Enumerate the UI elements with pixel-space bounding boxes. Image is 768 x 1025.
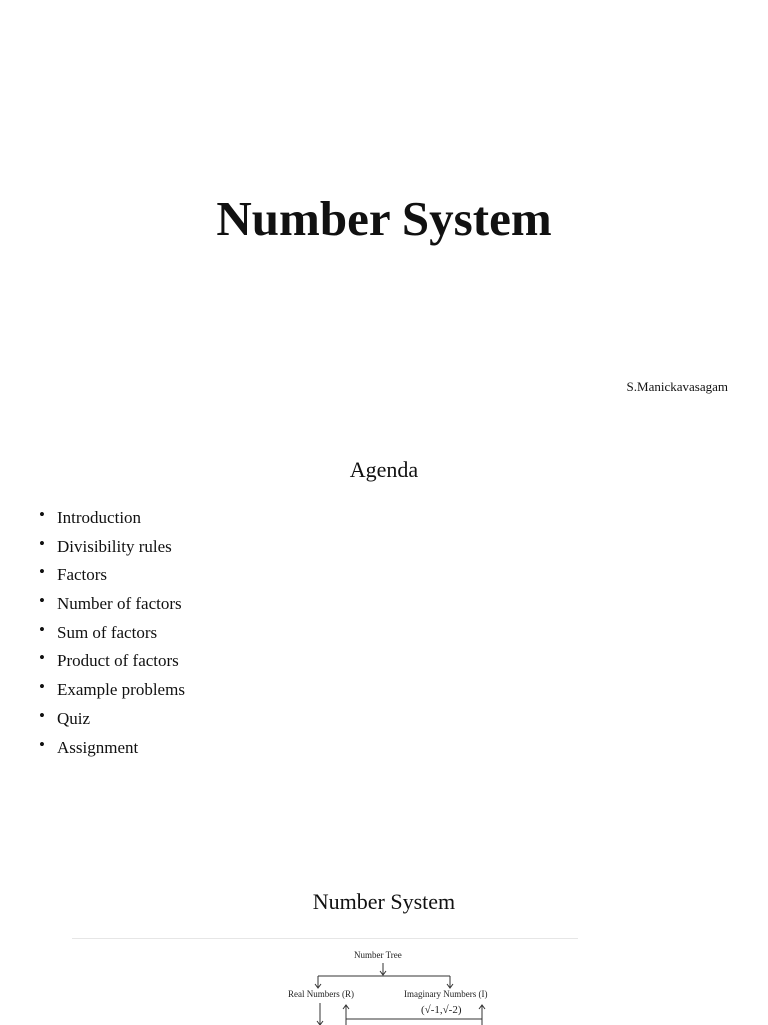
agenda-item-label: Introduction: [57, 508, 142, 527]
number-tree-figure: [72, 938, 578, 1025]
author-name: S.Manickavasagam: [626, 379, 728, 394]
number-tree-connectors: [72, 939, 578, 1025]
list-item: [36, 677, 185, 706]
tree-root-label: Number Tree: [354, 950, 402, 960]
list-item: [36, 735, 185, 764]
bullet-icon: •: [39, 505, 45, 524]
bullet-icon: •: [39, 562, 45, 582]
bullet-icon: •: [39, 533, 45, 553]
agenda-item-label: Product of factors: [57, 651, 179, 671]
tree-imaginary-label: Imaginary Numbers (I): [404, 989, 488, 999]
agenda-item-label: Factors: [57, 565, 108, 585]
agenda-item-label: Quiz: [57, 708, 91, 728]
list-item: [36, 562, 185, 591]
list-item: [36, 591, 185, 620]
list-item: [36, 648, 185, 677]
bullet-icon: •: [39, 619, 45, 639]
tree-imaginary-example: (√-1,√-2): [421, 1004, 462, 1016]
agenda-item-label: Assignment: [57, 737, 139, 757]
list-item: [36, 534, 185, 563]
bullet-icon: •: [39, 648, 45, 668]
agenda-item-label: Number of factors: [57, 594, 182, 614]
page-title: Number System: [216, 191, 552, 246]
agenda-item-label: Sum of factors: [57, 622, 158, 642]
bullet-icon: •: [39, 705, 45, 725]
tree-real-label: Real Numbers (R): [288, 989, 354, 999]
agenda-item-label: Example problems: [57, 680, 185, 700]
list-item: [36, 706, 185, 735]
number-system-heading: Number System: [312, 889, 456, 914]
bullet-icon: •: [39, 591, 45, 611]
list-item: [36, 505, 185, 534]
agenda-heading: Agenda: [349, 457, 419, 482]
agenda-item-label: Divisibility rules: [57, 536, 172, 556]
agenda-list: [36, 505, 185, 763]
bullet-icon: •: [39, 677, 45, 697]
list-item: [36, 620, 185, 649]
bullet-icon: •: [39, 734, 45, 754]
